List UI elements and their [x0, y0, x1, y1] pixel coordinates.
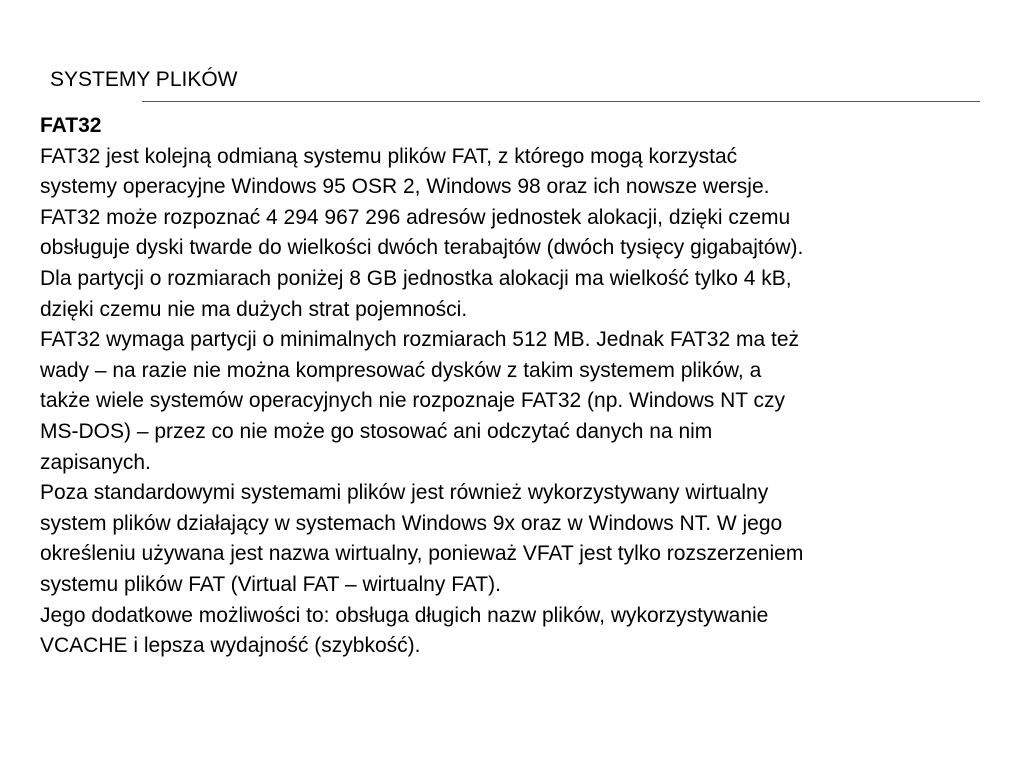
body-line: FAT32 jest kolejną odmianą systemu plików FAT, z którego mogą korzystać — [40, 144, 738, 168]
body-line: dzięki czemu nie ma dużych strat pojemności. — [40, 297, 468, 321]
body-line: wady – na razie nie można kompresować dysków z takim systemem plików, a — [40, 358, 762, 382]
body-line: Poza standardowymi systemami plików jest również wykorzystywany wirtualny — [40, 481, 769, 505]
body-line: systemu plików FAT (Virtual FAT – wirtualny FAT). — [40, 572, 501, 596]
body-line: określeniu używana jest nazwa wirtualny, ponieważ VFAT jest tylko rozszerzeniem — [40, 542, 804, 566]
body-line: FAT32 wymaga partycji o minimalnych rozmiarach 512 MB. Jednak FAT32 ma też — [40, 328, 800, 352]
body-line: VCACHE i lepsza wydajność (szybkość). — [40, 634, 421, 658]
slide-title: SYSTEMY PLIKÓW — [50, 68, 238, 91]
body-line: także wiele systemów operacyjnych nie rozpoznaje FAT32 (np. Windows NT czy — [40, 389, 786, 413]
body-line: systemy operacyjne Windows 95 OSR 2, Windows 98 oraz ich nowsze wersje. — [40, 175, 770, 199]
body-line: Jego dodatkowe możliwości to: obsługa długich nazw plików, wykorzystywanie — [40, 603, 769, 627]
body-line: MS-DOS) – przez co nie może go stosować ani odczytać danych na nim — [40, 419, 713, 443]
body-line: zapisanych. — [40, 450, 151, 474]
body-line: Dla partycji o rozmiarach poniżej 8 GB jednostka alokacji ma wielkość tylko 4 kB, — [40, 266, 792, 290]
slide-content — [40, 111, 1000, 662]
body-line: FAT32 może rozpoznać 4 294 967 296 adresów jednostek alokacji, dzięki czemu — [40, 205, 791, 229]
body-line: system plików działający w systemach Windows 9x oraz w Windows NT. W jego — [40, 511, 783, 535]
body-line: obsługuje dyski twarde do wielkości dwóch terabajtów (dwóch tysięcy gigabajtów). — [40, 236, 804, 260]
section-heading: FAT32 — [40, 114, 102, 137]
title-divider — [142, 101, 980, 102]
